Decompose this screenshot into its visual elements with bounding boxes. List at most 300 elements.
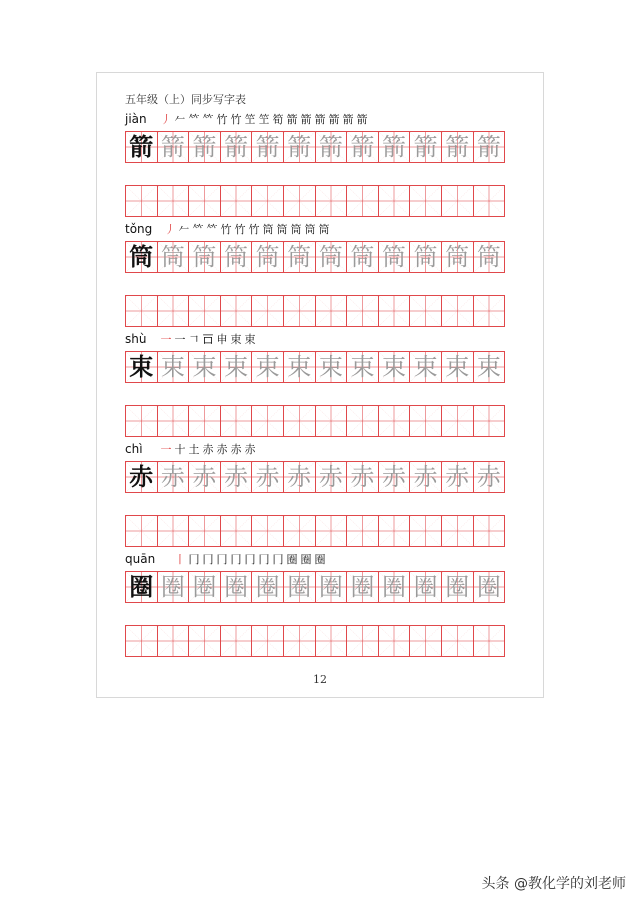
trace-cell [188, 351, 221, 383]
grid-diagonals [474, 516, 505, 546]
practice-cell[interactable] [346, 625, 379, 657]
practice-cell[interactable] [441, 295, 474, 327]
grid-diagonals [316, 406, 347, 436]
grid-diagonals [126, 516, 157, 546]
model-character: 筒 [129, 242, 154, 271]
trace-character: 圈 [476, 573, 501, 601]
pinyin-line [125, 221, 517, 239]
trace-character: 束 [192, 353, 217, 381]
trace-character: 箭 [476, 133, 501, 161]
practice-cell[interactable] [283, 625, 316, 657]
grid-diagonals [347, 186, 378, 216]
trace-character: 圈 [318, 573, 343, 601]
trace-cell [409, 131, 442, 163]
stroke-step: 丨 [174, 553, 186, 566]
model-character: 赤 [129, 462, 154, 491]
pinyin-label: shù [125, 332, 147, 346]
trace-character: 圈 [255, 573, 280, 601]
trace-character: 束 [318, 353, 343, 381]
practice-cell[interactable] [220, 185, 253, 217]
watermark: 头条 @教化学的刘老师 [481, 876, 626, 892]
practice-cell[interactable] [441, 185, 474, 217]
trace-character: 圈 [160, 573, 185, 601]
stroke-step: 冂 [272, 553, 284, 566]
grid-diagonals [284, 516, 315, 546]
stroke-step: 圈 [300, 553, 312, 566]
trace-cell [409, 241, 442, 273]
trace-cell [188, 461, 221, 493]
trace-cell [157, 351, 190, 383]
trace-cell [283, 351, 316, 383]
trace-character: 赤 [350, 463, 375, 491]
pinyin-line [125, 441, 517, 459]
trace-character: 箭 [445, 133, 470, 161]
practice-cell[interactable] [251, 405, 284, 437]
practice-cell[interactable] [157, 625, 190, 657]
stroke-order [159, 111, 369, 127]
practice-cell[interactable] [188, 185, 221, 217]
stroke-step: 笁 [258, 113, 270, 126]
practice-cell[interactable] [315, 515, 348, 547]
stroke-step: 冂 [202, 553, 214, 566]
trace-cell [441, 461, 474, 493]
trace-character: 圈 [382, 573, 407, 601]
grid-diagonals [347, 516, 378, 546]
stroke-step: 𠮛 [202, 333, 214, 346]
pinyin-line [125, 331, 517, 349]
trace-character: 箭 [413, 133, 438, 161]
grid-diagonals [347, 626, 378, 656]
practice-cell[interactable] [378, 185, 411, 217]
stroke-step: 丿 [160, 113, 172, 126]
practice-cell[interactable] [441, 625, 474, 657]
character-block [125, 331, 517, 437]
trace-cell [220, 241, 253, 273]
grid-diagonals [442, 406, 473, 436]
trace-character: 箭 [318, 133, 343, 161]
stroke-step: 冂 [188, 553, 200, 566]
grid-diagonals [252, 186, 283, 216]
stroke-step: 𠃍 [188, 333, 200, 346]
trace-cell [157, 571, 190, 603]
practice-cell[interactable] [473, 185, 506, 217]
practice-cell[interactable] [188, 625, 221, 657]
grid-diagonals [316, 186, 347, 216]
trace-character: 束 [382, 353, 407, 381]
grid-diagonals [221, 186, 252, 216]
practice-cell[interactable] [283, 515, 316, 547]
trace-character: 圈 [287, 573, 312, 601]
practice-cell[interactable] [188, 515, 221, 547]
trace-character: 箭 [192, 133, 217, 161]
practice-cell[interactable] [378, 625, 411, 657]
grid-diagonals [221, 626, 252, 656]
trace-character: 筒 [350, 243, 375, 271]
stroke-step: 冂 [244, 553, 256, 566]
stroke-step: 一 [174, 333, 186, 346]
practice-cell[interactable] [220, 515, 253, 547]
grid-diagonals [221, 406, 252, 436]
trace-character: 圈 [192, 573, 217, 601]
trace-cell [378, 351, 411, 383]
grid-diagonals [442, 626, 473, 656]
trace-cell [346, 351, 379, 383]
trace-cell [441, 351, 474, 383]
grid-diagonals [158, 516, 189, 546]
trace-row [125, 131, 517, 163]
stroke-step: 筍 [272, 113, 284, 126]
stroke-step: 筒 [276, 223, 288, 236]
grid-diagonals [189, 406, 220, 436]
stroke-step: 一 [160, 443, 172, 456]
stroke-step: 箭 [356, 113, 368, 126]
trace-character: 圈 [350, 573, 375, 601]
grid-diagonals [221, 516, 252, 546]
practice-cell[interactable] [346, 405, 379, 437]
trace-cell [441, 131, 474, 163]
page-number: 12 [313, 673, 327, 686]
stroke-step: 箭 [328, 113, 340, 126]
practice-cell[interactable] [283, 405, 316, 437]
stroke-step: 丿 [164, 223, 176, 236]
trace-cell [283, 131, 316, 163]
trace-cell [378, 131, 411, 163]
trace-cell [125, 351, 158, 383]
trace-character: 筒 [318, 243, 343, 271]
trace-character: 筒 [413, 243, 438, 271]
grid-diagonals [379, 406, 410, 436]
trace-character: 赤 [318, 463, 343, 491]
stroke-step: 赤 [216, 443, 228, 456]
practice-cell[interactable] [441, 515, 474, 547]
practice-cell[interactable] [315, 295, 348, 327]
practice-cell[interactable] [315, 625, 348, 657]
practice-cell[interactable] [188, 405, 221, 437]
stroke-order [163, 221, 331, 237]
pinyin-line [125, 111, 517, 129]
stroke-step: 箭 [300, 113, 312, 126]
stroke-step: 赤 [244, 443, 256, 456]
practice-cell[interactable] [157, 295, 190, 327]
grid-diagonals [252, 516, 283, 546]
stroke-step: 竹 [234, 223, 246, 236]
practice-cell[interactable] [315, 405, 348, 437]
trace-cell [125, 461, 158, 493]
trace-character: 箭 [350, 133, 375, 161]
trace-character: 箭 [287, 133, 312, 161]
practice-cell[interactable] [473, 625, 506, 657]
trace-character: 筒 [445, 243, 470, 271]
practice-cell[interactable] [283, 295, 316, 327]
stroke-step: 土 [188, 443, 200, 456]
practice-cell[interactable] [409, 515, 442, 547]
practice-cell[interactable] [409, 625, 442, 657]
trace-cell [251, 241, 284, 273]
trace-character: 束 [224, 353, 249, 381]
grid-diagonals [379, 296, 410, 326]
trace-cell [378, 571, 411, 603]
grid-diagonals [252, 626, 283, 656]
stroke-step: 𥫗 [206, 223, 218, 236]
grid-diagonals [284, 186, 315, 216]
practice-cell[interactable] [409, 295, 442, 327]
trace-cell [315, 351, 348, 383]
practice-cell[interactable] [346, 295, 379, 327]
grid-diagonals [189, 296, 220, 326]
practice-cell[interactable] [378, 405, 411, 437]
trace-cell [441, 241, 474, 273]
grid-diagonals [379, 626, 410, 656]
trace-character: 赤 [287, 463, 312, 491]
grid-diagonals [474, 406, 505, 436]
trace-cell [188, 571, 221, 603]
stroke-step: 𠂉 [174, 113, 186, 126]
practice-cell[interactable] [315, 185, 348, 217]
trace-cell [315, 241, 348, 273]
stroke-step: 赤 [202, 443, 214, 456]
trace-row [125, 461, 517, 493]
grid-diagonals [189, 626, 220, 656]
practice-cell[interactable] [346, 515, 379, 547]
grid-diagonals [316, 296, 347, 326]
trace-row [125, 351, 517, 383]
grid-diagonals [158, 186, 189, 216]
page-header: 五年级（上）同步写字表 [125, 93, 246, 106]
practice-cell[interactable] [157, 405, 190, 437]
trace-cell [125, 571, 158, 603]
practice-cell[interactable] [220, 405, 253, 437]
stroke-step: 𥫗 [188, 113, 200, 126]
trace-character: 筒 [287, 243, 312, 271]
practice-cell[interactable] [473, 405, 506, 437]
trace-cell [441, 571, 474, 603]
grid-diagonals [158, 626, 189, 656]
practice-cell[interactable] [283, 185, 316, 217]
stroke-step: 𥫗 [202, 113, 214, 126]
trace-cell [283, 241, 316, 273]
stroke-step: 竹 [220, 223, 232, 236]
grid-diagonals [410, 516, 441, 546]
grid-diagonals [410, 296, 441, 326]
grid-diagonals [158, 296, 189, 326]
grid-diagonals [474, 626, 505, 656]
grid-diagonals [442, 516, 473, 546]
trace-character: 赤 [192, 463, 217, 491]
practice-cell[interactable] [378, 295, 411, 327]
practice-cell[interactable] [125, 185, 158, 217]
stroke-order [159, 441, 257, 457]
practice-row [125, 405, 517, 437]
trace-row [125, 241, 517, 273]
grid-diagonals [410, 186, 441, 216]
stroke-step: 𥫗 [192, 223, 204, 236]
character-block [125, 221, 517, 327]
practice-cell[interactable] [251, 515, 284, 547]
model-character: 束 [129, 352, 154, 381]
trace-cell [283, 571, 316, 603]
stroke-order [173, 551, 327, 567]
practice-cell[interactable] [157, 185, 190, 217]
stroke-step: 十 [174, 443, 186, 456]
grid-diagonals [126, 626, 157, 656]
trace-cell [346, 131, 379, 163]
grid-diagonals [126, 296, 157, 326]
grid-diagonals [474, 186, 505, 216]
trace-cell [283, 461, 316, 493]
trace-cell [251, 131, 284, 163]
grid-diagonals [410, 626, 441, 656]
stroke-step: 束 [244, 333, 256, 346]
trace-cell [346, 241, 379, 273]
trace-character: 赤 [476, 463, 501, 491]
stroke-step: 筒 [304, 223, 316, 236]
grid-diagonals [252, 406, 283, 436]
practice-cell[interactable] [378, 515, 411, 547]
trace-character: 赤 [413, 463, 438, 491]
stroke-step: 冂 [258, 553, 270, 566]
trace-character: 筒 [476, 243, 501, 271]
grid-diagonals [316, 516, 347, 546]
trace-cell [473, 241, 506, 273]
practice-cell[interactable] [409, 405, 442, 437]
stroke-step: 笁 [244, 113, 256, 126]
stroke-step: 箭 [342, 113, 354, 126]
stroke-step: 𠂉 [178, 223, 190, 236]
trace-character: 筒 [192, 243, 217, 271]
trace-cell [409, 571, 442, 603]
practice-row [125, 625, 517, 657]
character-block [125, 441, 517, 547]
trace-character: 筒 [382, 243, 407, 271]
trace-row [125, 571, 517, 603]
trace-character: 束 [255, 353, 280, 381]
trace-cell [188, 241, 221, 273]
model-character: 箭 [129, 132, 154, 161]
stroke-order [159, 331, 257, 347]
trace-character: 箭 [224, 133, 249, 161]
practice-cell[interactable] [251, 625, 284, 657]
trace-character: 筒 [224, 243, 249, 271]
character-block [125, 111, 517, 217]
pinyin-label: jiàn [125, 112, 147, 126]
model-character: 圈 [129, 572, 154, 601]
practice-row [125, 515, 517, 547]
trace-cell [125, 131, 158, 163]
trace-character: 圈 [445, 573, 470, 601]
trace-cell [378, 461, 411, 493]
grid-diagonals [284, 296, 315, 326]
pinyin-label: chì [125, 442, 143, 456]
stroke-step: 竹 [230, 113, 242, 126]
stroke-step: 筒 [318, 223, 330, 236]
trace-character: 筒 [255, 243, 280, 271]
grid-diagonals [347, 406, 378, 436]
practice-cell[interactable] [125, 405, 158, 437]
grid-diagonals [347, 296, 378, 326]
trace-character: 束 [476, 353, 501, 381]
trace-cell [251, 461, 284, 493]
trace-cell [409, 351, 442, 383]
pinyin-label: quān [125, 552, 156, 566]
stroke-step: 申 [216, 333, 228, 346]
stroke-step: 束 [230, 333, 242, 346]
trace-character: 赤 [445, 463, 470, 491]
trace-character: 束 [413, 353, 438, 381]
trace-cell [125, 241, 158, 273]
trace-cell [315, 571, 348, 603]
stroke-step: 冂 [230, 553, 242, 566]
trace-character: 筒 [160, 243, 185, 271]
trace-cell [220, 351, 253, 383]
practice-cell[interactable] [125, 295, 158, 327]
trace-cell [188, 131, 221, 163]
practice-cell[interactable] [125, 515, 158, 547]
trace-character: 赤 [160, 463, 185, 491]
trace-cell [378, 241, 411, 273]
pinyin-label: tǒng [125, 222, 153, 236]
trace-character: 赤 [382, 463, 407, 491]
trace-cell [315, 131, 348, 163]
stroke-step: 冂 [216, 553, 228, 566]
grid-diagonals [442, 186, 473, 216]
practice-cell[interactable] [441, 405, 474, 437]
trace-character: 束 [160, 353, 185, 381]
grid-diagonals [189, 516, 220, 546]
practice-cell[interactable] [220, 295, 253, 327]
trace-cell [473, 461, 506, 493]
trace-cell [473, 571, 506, 603]
trace-cell [473, 351, 506, 383]
trace-cell [315, 461, 348, 493]
trace-character: 束 [287, 353, 312, 381]
practice-cell[interactable] [473, 295, 506, 327]
grid-diagonals [316, 626, 347, 656]
trace-cell [409, 461, 442, 493]
grid-diagonals [284, 626, 315, 656]
grid-diagonals [126, 186, 157, 216]
practice-cell[interactable] [220, 625, 253, 657]
practice-cell[interactable] [346, 185, 379, 217]
practice-cell[interactable] [473, 515, 506, 547]
trace-cell [251, 571, 284, 603]
trace-cell [346, 461, 379, 493]
grid-diagonals [379, 516, 410, 546]
practice-cell[interactable] [251, 185, 284, 217]
grid-diagonals [221, 296, 252, 326]
practice-cell[interactable] [188, 295, 221, 327]
practice-cell[interactable] [251, 295, 284, 327]
grid-diagonals [442, 296, 473, 326]
stroke-step: 赤 [230, 443, 242, 456]
trace-cell [220, 461, 253, 493]
stroke-step: 圈 [314, 553, 326, 566]
stroke-step: 圈 [286, 553, 298, 566]
practice-cell[interactable] [409, 185, 442, 217]
practice-cell[interactable] [157, 515, 190, 547]
trace-character: 圈 [224, 573, 249, 601]
grid-diagonals [410, 406, 441, 436]
trace-cell [251, 351, 284, 383]
pinyin-line [125, 551, 517, 569]
practice-cell[interactable] [125, 625, 158, 657]
stroke-step: 一 [160, 333, 172, 346]
trace-character: 赤 [224, 463, 249, 491]
stroke-step: 箭 [314, 113, 326, 126]
trace-character: 圈 [413, 573, 438, 601]
grid-diagonals [158, 406, 189, 436]
trace-character: 箭 [382, 133, 407, 161]
trace-character: 束 [445, 353, 470, 381]
